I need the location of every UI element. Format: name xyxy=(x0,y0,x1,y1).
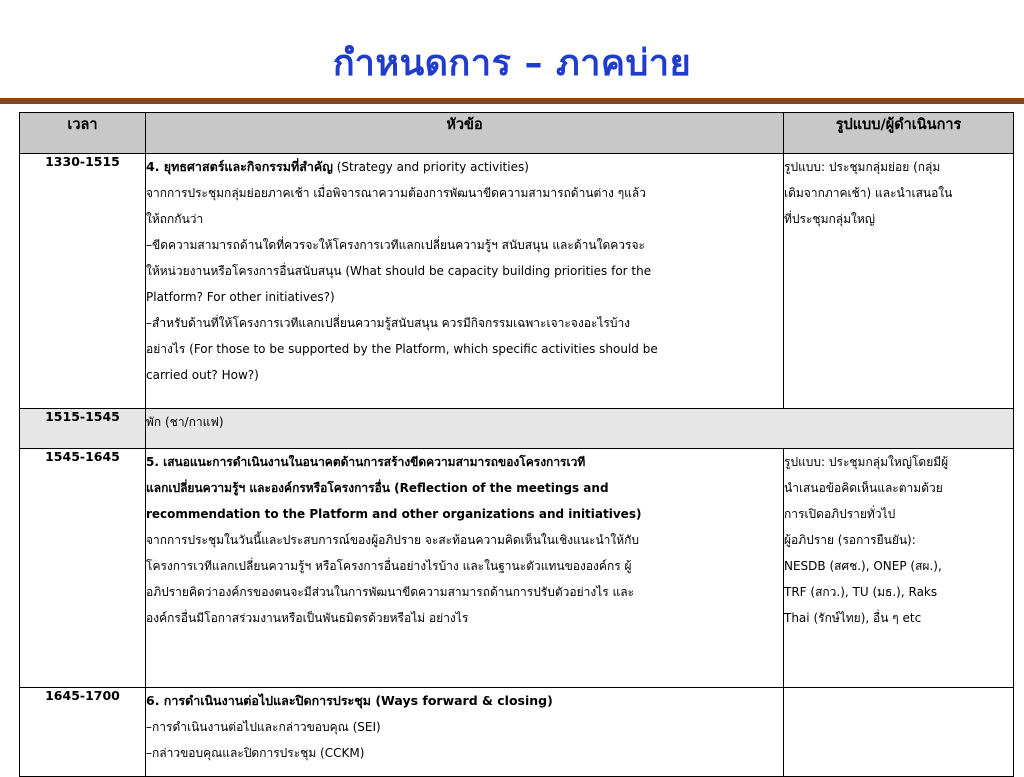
topic-line: –กล่าวขอบคุณและปิดการประชุม (CCKM) xyxy=(146,746,365,760)
topic-title-en: (Strategy and priority activities) xyxy=(332,160,529,174)
format-line: นำเสนอข้อคิดเห็นและตามด้วย xyxy=(784,481,943,495)
topic-line: –สำหรับด้านที่ให้โครงการเวทีแลกเปลี่ยนความรู้สนับสนุน ควรมีกิจกรรมเฉพาะเจาะจงอะไรบ้าง xyxy=(146,316,631,330)
title-divider xyxy=(0,98,1024,104)
topic-line: อภิปรายคิดว่าองค์กรของตนจะมีส่วนในการพัฒนาขีดความสามารถด้านการปรับตัวอย่างไร และ xyxy=(146,585,635,599)
header-topic: หัวข้อ xyxy=(146,113,784,154)
format-line: เดิมจากภาคเช้า) และนำเสนอใน xyxy=(784,186,953,200)
topic-line: –ขีดความสามารถด้านใดที่ควรจะให้โครงการเวทีแลกเปลี่ยนความรู้ฯ สนับสนุน และด้านใดควรจะ xyxy=(146,238,645,252)
header-time: เวลา xyxy=(20,113,146,154)
page-title: กำหนดการ – ภาคบ่าย xyxy=(332,43,692,84)
time-cell: 1515-1545 xyxy=(20,409,146,449)
topic-line: จากการประชุมกลุ่มย่อยภาคเช้า เมื่อพิจารณาความต้องการพัฒนาขีดความสามารถด้านต่าง ๆแล้ว xyxy=(146,186,646,200)
format-line: TRF (สกว.), TU (มธ.), Raks xyxy=(784,585,938,599)
format-line: รูปแบบ: ประชุมกลุ่มย่อย (กลุ่ม xyxy=(784,160,941,174)
topic-line: ให้หน่วยงานหรือโครงการอื่นสนับสนุน (What should be capacity building priorities for the xyxy=(146,264,652,278)
topic-cell xyxy=(146,409,1014,449)
format-line: ผู้อภิปราย (รอการยืนยัน): xyxy=(784,533,916,547)
topic-title-line: recommendation to the Platform and other organizations and initiatives) xyxy=(146,507,642,521)
topic-line: carried out? How?) xyxy=(146,368,259,382)
format-line: การเปิดอภิปรายทั่วไป xyxy=(784,507,896,521)
time-cell: 1330-1515 xyxy=(20,154,146,409)
time-cell: 1645-1700 xyxy=(20,688,146,777)
table-header-row xyxy=(20,113,1014,154)
topic-title-line: แลกเปลี่ยนความรู้ฯ และองค์กรหรือโครงการอื่น (Reflection of the meetings and xyxy=(146,481,609,495)
table-row xyxy=(20,449,1014,688)
topic-cell xyxy=(146,154,784,409)
topic-line: อย่างไร (For those to be supported by the Platform, which specific activities should be xyxy=(146,342,658,356)
agenda-table xyxy=(19,112,1014,777)
format-line: Thai (รักษ์ไทย), อื่น ๆ etc xyxy=(784,611,922,625)
format-cell xyxy=(784,154,1014,409)
table-row xyxy=(20,409,1014,449)
topic-line: –การดำเนินงานต่อไปและกล่าวขอบคุณ (SEI) xyxy=(146,720,381,734)
topic-line: Platform? For other initiatives?) xyxy=(146,290,335,304)
topic-cell xyxy=(146,688,784,777)
topic-line: จากการประชุมในวันนี้และประสบการณ์ของผู้อภิปราย จะสะท้อนความคิดเห็นในเชิงแนะนำให้กับ xyxy=(146,533,640,547)
format-line: NESDB (สศช.), ONEP (สผ.), xyxy=(784,559,942,573)
format-line: รูปแบบ: ประชุมกลุ่มใหญ่โดยมีผู้ xyxy=(784,455,949,469)
time-cell: 1545-1645 xyxy=(20,449,146,688)
format-line: ที่ประชุมกลุ่มใหญ่ xyxy=(784,212,875,226)
topic-line: องค์กรอื่นมีโอกาสร่วมงานหรือเป็นพันธมิตรด้วยหรือไม่ อย่างไร xyxy=(146,611,469,625)
table-row xyxy=(20,154,1014,409)
topic-line: พัก (ชา/กาแฟ) xyxy=(146,415,224,429)
topic-cell xyxy=(146,449,784,688)
topic-title xyxy=(146,154,783,180)
table-row xyxy=(20,688,1014,777)
header-format: รูปแบบ/ผู้ดำเนินการ xyxy=(784,113,1014,154)
topic-line: ให้ถกกันว่า xyxy=(146,212,204,226)
topic-line: โครงการเวทีแลกเปลี่ยนความรู้ฯ หรือโครงการอื่นอย่างไรบ้าง และในฐานะตัวแทนขององค์กร ผู้ xyxy=(146,559,632,573)
format-cell xyxy=(784,688,1014,777)
topic-title: 6. การดำเนินงานต่อไปและปิดการประชุม (Ways forward & closing) xyxy=(146,693,553,708)
format-cell xyxy=(784,449,1014,688)
topic-title-thai: 4. ยุทธศาสตร์และกิจกรรมที่สำคัญ xyxy=(146,159,333,174)
topic-title-line: 5. เสนอแนะการดำเนินงานในอนาคตด้านการสร้างขีดความสามารถของโครงการเวที xyxy=(146,455,586,469)
